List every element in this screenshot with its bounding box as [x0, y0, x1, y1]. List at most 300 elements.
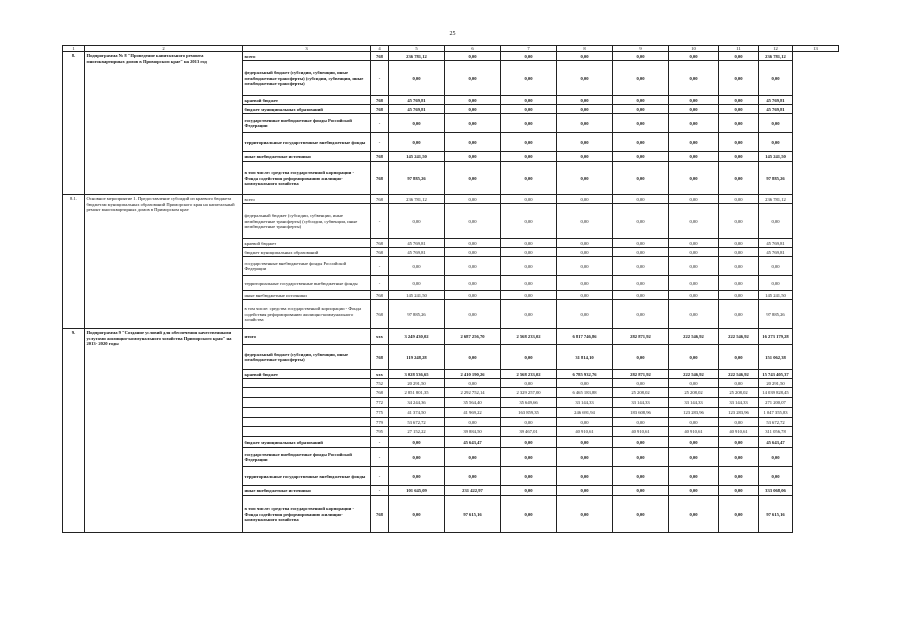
value-cell: 0,00	[445, 105, 501, 114]
value-cell: 0,00	[501, 105, 557, 114]
value-cell: 0,00	[445, 133, 501, 152]
value-cell: 0,00	[445, 379, 501, 388]
value-cell: 0,00	[719, 345, 759, 370]
funding-source: в том числе: средства государственной корпорации - Фонда содействия реформированию жилищно-коммунального хозяйства	[243, 162, 371, 195]
value-cell: 0,00	[719, 291, 759, 300]
value-cell: 0,00	[613, 52, 669, 61]
value-cell: 0,00	[669, 52, 719, 61]
budget-code: 768	[371, 248, 389, 257]
header-cell: 11	[719, 46, 759, 52]
budget-code: -	[371, 448, 389, 467]
value-cell: 33 144,33	[719, 398, 759, 408]
value-cell: 0,00	[501, 379, 557, 388]
funding-source	[243, 388, 371, 398]
budget-code: 768	[371, 388, 389, 398]
value-cell: 0,00	[557, 448, 613, 467]
value-cell: 0,00	[389, 133, 445, 152]
funding-source: всего	[243, 52, 371, 61]
value-cell: 282 871,92	[613, 370, 669, 379]
value-cell: 0,00	[613, 300, 669, 329]
value-cell: 0,00	[613, 96, 669, 105]
value-cell: 3 249 430,02	[389, 329, 445, 345]
value-cell: 0,00	[759, 257, 793, 276]
budget-code: 768	[371, 52, 389, 61]
value-cell: 311 056,78	[759, 427, 793, 437]
value-cell: 0,00	[613, 152, 669, 162]
header-cell: 13	[793, 46, 839, 52]
value-cell: 0,00	[557, 418, 613, 427]
value-cell: 0,00	[669, 96, 719, 105]
value-cell: 0,00	[557, 248, 613, 257]
value-cell: 0,00	[759, 114, 793, 133]
program-label: Подпрограмма № 8 "Проведение капитального ремонта многоквартирных домов в Приморском крае" на 2013 год	[85, 52, 243, 195]
value-cell: 0,00	[557, 291, 613, 300]
value-cell: 0,00	[669, 248, 719, 257]
value-cell: 16 273 179,28	[759, 329, 793, 345]
value-cell: 0,00	[669, 61, 719, 96]
value-cell: 0,00	[719, 437, 759, 448]
value-cell: 0,00	[613, 114, 669, 133]
value-cell: 33 144,33	[669, 398, 719, 408]
value-cell: 0,00	[613, 496, 669, 533]
value-cell: 0,00	[445, 276, 501, 291]
budget-code: -	[371, 204, 389, 239]
value-cell: 0,00	[501, 437, 557, 448]
value-cell: 6 817 746,86	[557, 329, 613, 345]
value-cell: 222 546,92	[669, 370, 719, 379]
budget-code: -	[371, 467, 389, 486]
value-cell: 0,00	[557, 114, 613, 133]
funding-source: иные внебюджетные источники	[243, 486, 371, 496]
value-cell: 45 769,81	[389, 248, 445, 257]
value-cell: 0,00	[719, 52, 759, 61]
value-cell: 0,00	[669, 239, 719, 248]
value-cell: 97 615,16	[759, 496, 793, 533]
value-cell: 0,00	[501, 52, 557, 61]
value-cell: 0,00	[445, 257, 501, 276]
value-cell: 2 292 752,14	[445, 388, 501, 398]
value-cell: 0,00	[613, 204, 669, 239]
value-cell: 0,00	[501, 162, 557, 195]
value-cell: 0,00	[557, 239, 613, 248]
value-cell: 0,00	[613, 195, 669, 204]
value-cell: 0,00	[557, 133, 613, 152]
value-cell: 236 781,12	[389, 195, 445, 204]
value-cell: 0,00	[557, 467, 613, 486]
value-cell: 0,00	[759, 61, 793, 96]
value-cell: 0,00	[759, 204, 793, 239]
budget-code: 768	[371, 300, 389, 329]
value-cell: 145 241,50	[759, 152, 793, 162]
row-index: 8.1.	[63, 195, 85, 329]
value-cell: 0,00	[613, 448, 669, 467]
funding-source: территориальные государственные внебюджетные фонды	[243, 467, 371, 486]
value-cell: 45 769,81	[389, 96, 445, 105]
value-cell: 2 568 233,02	[501, 329, 557, 345]
budget-code: -	[371, 486, 389, 496]
value-cell: 0,00	[719, 496, 759, 533]
budget-code: 768	[371, 496, 389, 533]
value-cell: 0,00	[759, 467, 793, 486]
value-cell: 97 885,26	[389, 162, 445, 195]
budget-code: 768	[371, 195, 389, 204]
value-cell: 0,00	[501, 61, 557, 96]
value-cell: 0,00	[501, 276, 557, 291]
budget-code: -	[371, 114, 389, 133]
value-cell: 0,00	[719, 486, 759, 496]
value-cell: 123 283,96	[669, 408, 719, 418]
value-cell: 222 546,92	[719, 329, 759, 345]
value-cell: 31 814,10	[557, 345, 613, 370]
funding-source	[243, 379, 371, 388]
value-cell: 0,00	[669, 195, 719, 204]
value-cell: 0,00	[389, 204, 445, 239]
value-cell: 163 859,35	[501, 408, 557, 418]
value-cell: 45 643,47	[759, 437, 793, 448]
value-cell: 0,00	[669, 152, 719, 162]
value-cell: 0,00	[613, 105, 669, 114]
funding-source: федеральный бюджет (субсидии, субвенции, иные межбюджетные трансферты) (субсидии, субвенции, иные межбюджетные трансферты)	[243, 61, 371, 96]
value-cell: 0,00	[557, 52, 613, 61]
value-cell: 45 769,81	[759, 96, 793, 105]
budget-code: 772	[371, 398, 389, 408]
value-cell: 101 645,09	[389, 486, 445, 496]
value-cell: 0,00	[719, 152, 759, 162]
value-cell: 45 769,81	[389, 239, 445, 248]
value-cell: 40 910,61	[557, 427, 613, 437]
value-cell: 0,00	[613, 486, 669, 496]
funding-source: бюджет муниципальных образований	[243, 248, 371, 257]
budget-code: 775	[371, 408, 389, 418]
value-cell: 0,00	[445, 152, 501, 162]
value-cell: 0,00	[669, 257, 719, 276]
budget-table	[62, 45, 839, 533]
budget-code: 768	[371, 152, 389, 162]
funding-source: государственные внебюджетные фонды Российской Федерации	[243, 257, 371, 276]
header-cell: 5	[389, 46, 445, 52]
funding-source: всего	[243, 195, 371, 204]
value-cell: 151 062,38	[759, 345, 793, 370]
budget-code: 768	[371, 345, 389, 370]
table-row	[63, 329, 839, 345]
value-cell: 0,00	[613, 379, 669, 388]
value-cell: 33 144,33	[613, 398, 669, 408]
value-cell: 0,00	[613, 467, 669, 486]
value-cell: 0,00	[501, 486, 557, 496]
value-cell: 0,00	[501, 300, 557, 329]
value-cell: 41 374,50	[389, 408, 445, 418]
value-cell: 246 691,94	[557, 408, 613, 418]
value-cell: 0,00	[445, 291, 501, 300]
value-cell: 0,00	[501, 448, 557, 467]
value-cell: 145 241,50	[389, 152, 445, 162]
value-cell: 0,00	[669, 105, 719, 114]
value-cell: 0,00	[557, 61, 613, 96]
funding-source: государственные внебюджетные фонды Российской Федерации	[243, 114, 371, 133]
value-cell: 6 465 183,88	[557, 388, 613, 398]
value-cell: 0,00	[719, 448, 759, 467]
value-cell: 0,00	[669, 204, 719, 239]
value-cell: 35 649,66	[501, 398, 557, 408]
value-cell: 0,00	[501, 96, 557, 105]
value-cell: 0,00	[389, 257, 445, 276]
header-cell: 8	[557, 46, 613, 52]
header-cell: 10	[669, 46, 719, 52]
value-cell: 15 743 405,37	[759, 370, 793, 379]
value-cell: 0,00	[613, 345, 669, 370]
budget-code: ххх	[371, 329, 389, 345]
budget-code: 752	[371, 379, 389, 388]
value-cell: 45 769,81	[759, 248, 793, 257]
value-cell: 0,00	[669, 276, 719, 291]
value-cell: 236 781,12	[389, 52, 445, 61]
value-cell: 2 851 801,35	[389, 388, 445, 398]
value-cell: 0,00	[501, 467, 557, 486]
value-cell: 0,00	[719, 467, 759, 486]
page-number: 25	[449, 31, 456, 37]
value-cell: 1 047 355,83	[759, 408, 793, 418]
value-cell: 6 785 932,76	[557, 370, 613, 379]
funding-source: иные внебюджетные источники	[243, 152, 371, 162]
header-cell: 2	[85, 46, 243, 52]
value-cell: 0,00	[719, 276, 759, 291]
header-cell: 1	[63, 46, 85, 52]
value-cell: 2 568 233,02	[501, 370, 557, 379]
budget-code: 768	[371, 96, 389, 105]
value-cell: 119 248,28	[389, 345, 445, 370]
value-cell: 3 028 536,65	[389, 370, 445, 379]
funding-source: территориальные государственные внебюджетные фонды	[243, 276, 371, 291]
budget-code: 768	[371, 105, 389, 114]
value-cell: 0,00	[719, 379, 759, 388]
value-cell: 0,00	[669, 467, 719, 486]
value-cell: 0,00	[669, 291, 719, 300]
value-cell: 0,00	[557, 162, 613, 195]
value-cell: 0,00	[719, 248, 759, 257]
value-cell: 0,00	[389, 496, 445, 533]
value-cell: 45 643,47	[445, 437, 501, 448]
value-cell: 0,00	[389, 114, 445, 133]
value-cell: 0,00	[557, 300, 613, 329]
value-cell: 0,00	[501, 345, 557, 370]
funding-source: краевой бюджет	[243, 96, 371, 105]
value-cell: 0,00	[669, 114, 719, 133]
budget-code: -	[371, 61, 389, 96]
budget-code: -	[371, 133, 389, 152]
value-cell: 0,00	[613, 248, 669, 257]
funding-source	[243, 408, 371, 418]
value-cell: 0,00	[501, 195, 557, 204]
value-cell: 0,00	[719, 418, 759, 427]
header-cell: 9	[613, 46, 669, 52]
budget-code: 779	[371, 418, 389, 427]
value-cell: 0,00	[669, 496, 719, 533]
value-cell: 40 910,61	[669, 427, 719, 437]
budget-code: -	[371, 437, 389, 448]
value-cell: 0,00	[389, 467, 445, 486]
value-cell: 0,00	[445, 195, 501, 204]
value-cell: 222 546,92	[719, 370, 759, 379]
header-cell: 7	[501, 46, 557, 52]
value-cell: 0,00	[445, 162, 501, 195]
value-cell: 0,00	[719, 133, 759, 152]
funding-source: краевой бюджет	[243, 370, 371, 379]
value-cell: 39 884,50	[445, 427, 501, 437]
value-cell: 0,00	[669, 437, 719, 448]
value-cell: 41 969,22	[445, 408, 501, 418]
value-cell: 27 152,22	[389, 427, 445, 437]
value-cell: 0,00	[389, 61, 445, 96]
value-cell: 97 885,26	[389, 300, 445, 329]
value-cell: 0,00	[669, 418, 719, 427]
budget-code: ххх	[371, 370, 389, 379]
value-cell: 45 769,81	[759, 239, 793, 248]
value-cell: 0,00	[669, 379, 719, 388]
value-cell: 0,00	[445, 52, 501, 61]
value-cell: 236 781,12	[759, 195, 793, 204]
value-cell: 53 672,72	[389, 418, 445, 427]
value-cell: 0,00	[613, 133, 669, 152]
value-cell: 0,00	[613, 291, 669, 300]
value-cell: 0,00	[445, 300, 501, 329]
funding-source: государственные внебюджетные фонды Российской Федерации	[243, 448, 371, 467]
value-cell: 0,00	[719, 239, 759, 248]
value-cell: 0,00	[669, 345, 719, 370]
funding-source: федеральный бюджет (субсидии, субвенции, иные межбюджетные трансферты) (субсидии, субвенции, иные межбюджетные трансферты)	[243, 204, 371, 239]
value-cell: 183 608,96	[613, 408, 669, 418]
value-cell: 97 615,16	[445, 496, 501, 533]
value-cell: 333 068,06	[759, 486, 793, 496]
value-cell: 0,00	[719, 61, 759, 96]
value-cell: 0,00	[613, 239, 669, 248]
budget-code: -	[371, 276, 389, 291]
value-cell: 0,00	[557, 276, 613, 291]
funding-source	[243, 427, 371, 437]
value-cell: 0,00	[557, 195, 613, 204]
value-cell: 0,00	[719, 195, 759, 204]
value-cell: 0,00	[669, 486, 719, 496]
value-cell: 0,00	[445, 61, 501, 96]
funding-source	[243, 398, 371, 408]
header-cell: 12	[759, 46, 793, 52]
value-cell: 0,00	[613, 276, 669, 291]
value-cell: 0,00	[719, 257, 759, 276]
header-cell: 6	[445, 46, 501, 52]
value-cell: 97 885,26	[759, 300, 793, 329]
value-cell: 45 769,81	[759, 105, 793, 114]
value-cell: 0,00	[557, 437, 613, 448]
value-cell: 0,00	[557, 105, 613, 114]
table-row	[63, 52, 839, 61]
funding-source: в том числе: средства государственной корпорации - Фонда содействия реформированию жилищно-коммунального хозяйства	[243, 496, 371, 533]
value-cell: 40 910,61	[613, 427, 669, 437]
value-cell: 236 781,12	[759, 52, 793, 61]
value-cell: 2 410 190,26	[445, 370, 501, 379]
value-cell: 0,00	[719, 204, 759, 239]
funding-source: бюджет муниципальных образований	[243, 105, 371, 114]
value-cell: 0,00	[501, 204, 557, 239]
value-cell: 25 208,02	[669, 388, 719, 398]
funding-source: бюджет муниципальных образований	[243, 437, 371, 448]
value-cell: 0,00	[445, 448, 501, 467]
value-cell: 0,00	[719, 96, 759, 105]
funding-source: иные внебюджетные источники	[243, 291, 371, 300]
budget-code: 768	[371, 162, 389, 195]
value-cell: 0,00	[445, 96, 501, 105]
value-cell: 0,00	[613, 61, 669, 96]
value-cell: 231 422,97	[445, 486, 501, 496]
value-cell: 0,00	[501, 496, 557, 533]
value-cell: 20 291,50	[759, 379, 793, 388]
value-cell: 45 769,81	[389, 105, 445, 114]
value-cell: 0,00	[613, 162, 669, 195]
value-cell: 39 467,01	[501, 427, 557, 437]
value-cell: 0,00	[389, 437, 445, 448]
budget-code: 768	[371, 291, 389, 300]
value-cell: 0,00	[501, 152, 557, 162]
value-cell: 0,00	[445, 467, 501, 486]
value-cell: 0,00	[501, 239, 557, 248]
value-cell: 0,00	[669, 133, 719, 152]
value-cell: 40 910,61	[719, 427, 759, 437]
value-cell: 282 871,92	[613, 329, 669, 345]
value-cell: 0,00	[613, 437, 669, 448]
budget-code: 768	[371, 239, 389, 248]
value-cell: 0,00	[759, 133, 793, 152]
value-cell: 0,00	[501, 418, 557, 427]
value-cell: 0,00	[719, 114, 759, 133]
value-cell: 271 200,07	[759, 398, 793, 408]
value-cell: 0,00	[719, 105, 759, 114]
program-label: Подпрограмма 9 "Создание условий для обеспечения качественными услугами жилищно-коммунального хозяйства Приморского края" на 2013- 2020 годы	[85, 329, 243, 533]
value-cell: 2 687 256,70	[445, 329, 501, 345]
value-cell: 0,00	[389, 448, 445, 467]
value-cell: 145 241,50	[389, 291, 445, 300]
value-cell: 0,00	[557, 204, 613, 239]
value-cell: 0,00	[445, 239, 501, 248]
value-cell: 25 208,02	[613, 388, 669, 398]
value-cell: 0,00	[445, 248, 501, 257]
value-cell: 0,00	[445, 204, 501, 239]
value-cell: 0,00	[557, 379, 613, 388]
value-cell: 0,00	[557, 152, 613, 162]
value-cell: 14 039 828,45	[759, 388, 793, 398]
value-cell: 0,00	[501, 291, 557, 300]
value-cell: 123 283,96	[719, 408, 759, 418]
value-cell: 0,00	[557, 486, 613, 496]
header-cell: 3	[243, 46, 371, 52]
value-cell: 97 885,26	[759, 162, 793, 195]
value-cell: 34 244,36	[389, 398, 445, 408]
value-cell: 0,00	[501, 257, 557, 276]
value-cell: 0,00	[501, 248, 557, 257]
funding-source	[243, 418, 371, 427]
value-cell: 145 241,50	[759, 291, 793, 300]
value-cell: 0,00	[613, 418, 669, 427]
value-cell: 53 672,72	[759, 418, 793, 427]
program-label: Основное мероприятие 1. Предоставление субсидий из краевого бюджета бюджетам муниципальных образований Приморского края на капитальный ремонт многоквартирных домов в Приморском крае	[85, 195, 243, 329]
value-cell: 20 291,50	[389, 379, 445, 388]
value-cell: 0,00	[669, 300, 719, 329]
funding-source: итого	[243, 329, 371, 345]
funding-source: федеральный бюджет (субсидии, субвенции, иные межбюджетные трансферты)	[243, 345, 371, 370]
funding-source: территориальные государственные внебюджетные фонды	[243, 133, 371, 152]
value-cell: 0,00	[557, 496, 613, 533]
value-cell: 0,00	[669, 448, 719, 467]
value-cell: 0,00	[445, 418, 501, 427]
value-cell: 25 208,02	[719, 388, 759, 398]
value-cell: 0,00	[445, 114, 501, 133]
